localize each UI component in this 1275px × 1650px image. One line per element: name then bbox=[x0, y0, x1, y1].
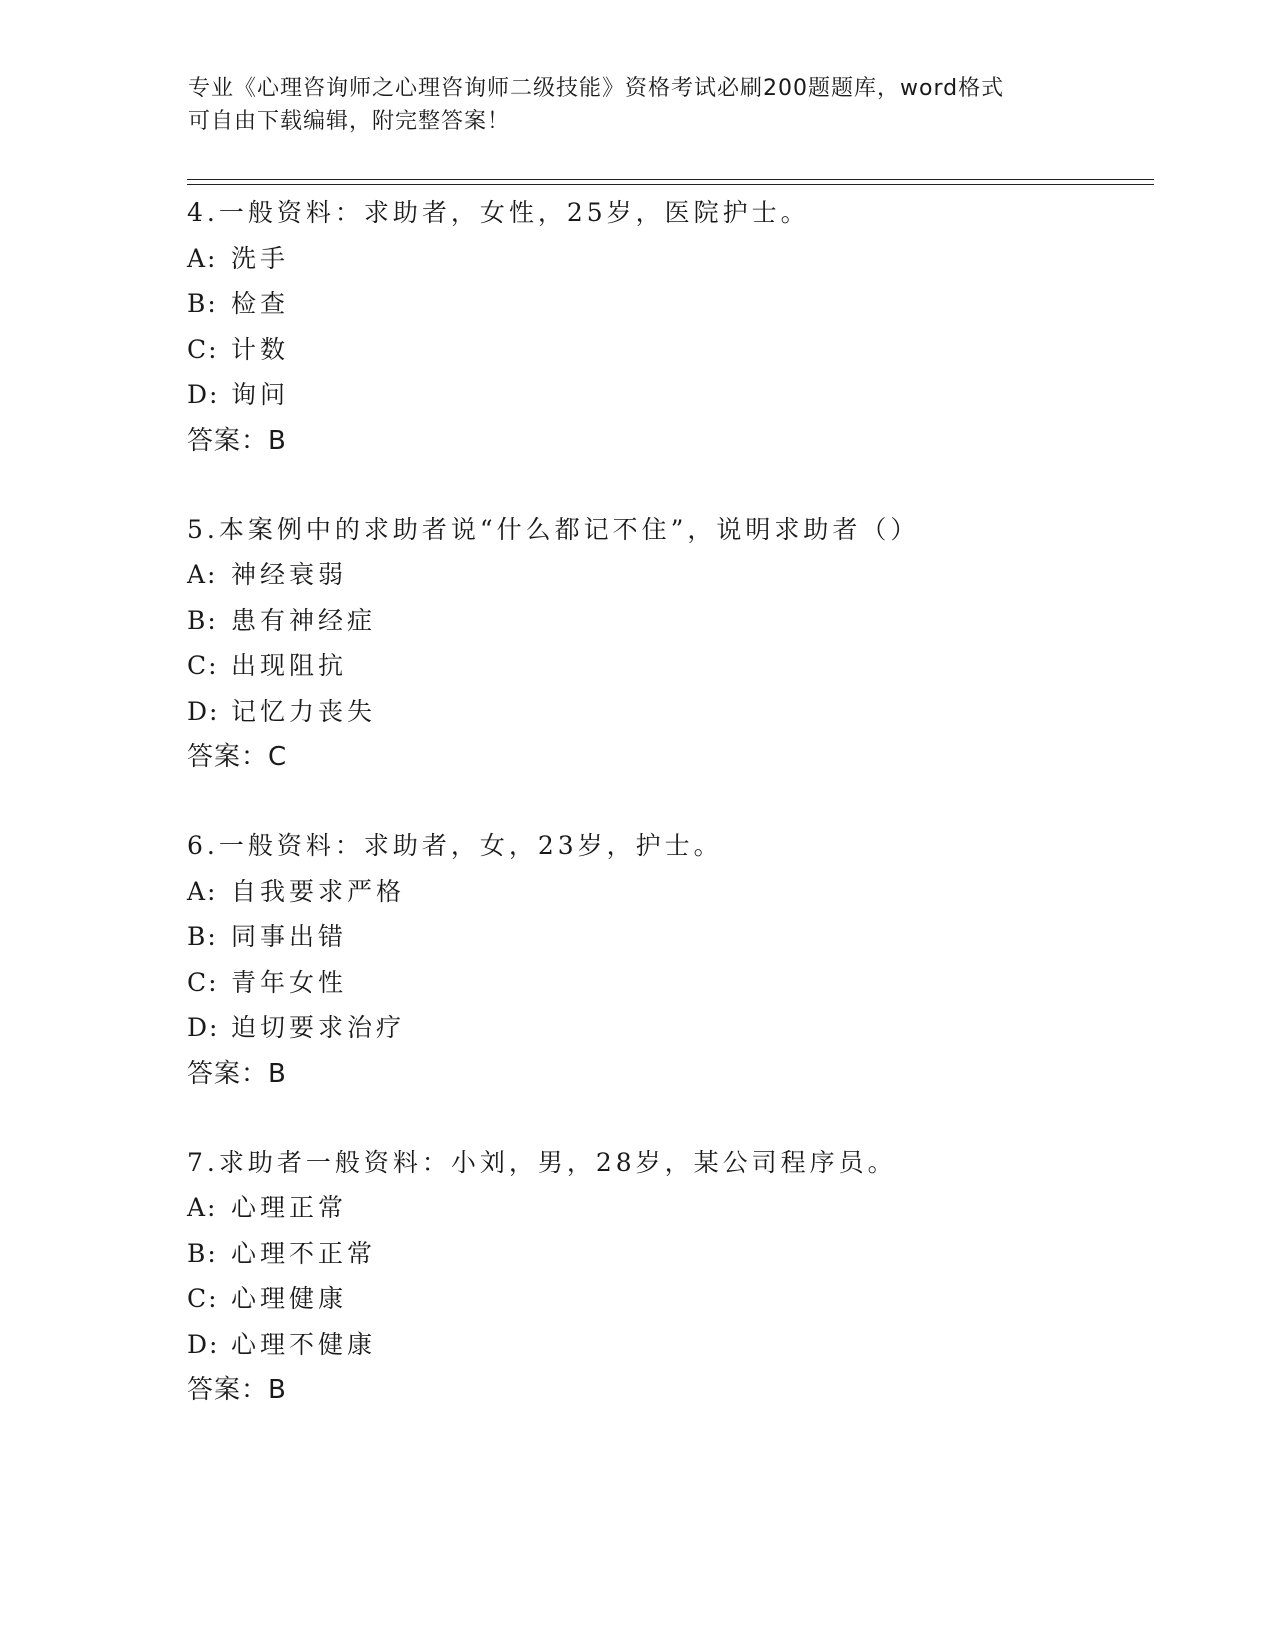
option-text: 记忆力丧失 bbox=[231, 696, 377, 726]
option-text: 心理健康 bbox=[231, 1284, 348, 1313]
question-5 bbox=[187, 507, 1147, 781]
option-text: 检查 bbox=[231, 289, 290, 318]
option-key: A: bbox=[187, 243, 218, 273]
header-divider-top bbox=[187, 179, 1154, 180]
option-c bbox=[187, 643, 1147, 689]
option-text: 同事出错 bbox=[231, 922, 348, 951]
option-key: A: bbox=[187, 1193, 218, 1222]
option-text: 洗手 bbox=[231, 243, 290, 273]
option-a bbox=[187, 1185, 1147, 1231]
option-d bbox=[187, 372, 1147, 418]
option-d bbox=[187, 1322, 1147, 1368]
option-b bbox=[187, 914, 1147, 960]
header-title-line-2: 可自由下载编辑，附完整答案！ bbox=[188, 109, 511, 134]
option-d bbox=[187, 1005, 1147, 1051]
option-a bbox=[187, 552, 1147, 598]
option-text: 患有神经症 bbox=[231, 605, 377, 635]
option-key: B: bbox=[187, 922, 218, 951]
option-key: C: bbox=[187, 1284, 219, 1313]
option-key: B: bbox=[187, 1238, 218, 1268]
option-text: 询问 bbox=[231, 380, 290, 409]
answer-line: 答案：B bbox=[187, 1375, 287, 1405]
option-c bbox=[187, 960, 1147, 1006]
option-key: D: bbox=[187, 380, 220, 409]
document-header bbox=[188, 72, 1088, 138]
question-stem: 5.本案例中的求助者说“什么都记不住”，说明求助者（） bbox=[187, 514, 920, 544]
option-text: 青年女性 bbox=[231, 967, 348, 997]
question-7 bbox=[187, 1140, 1147, 1414]
question-stem: 4.一般资料：求助者，女性，25岁，医院护士。 bbox=[187, 198, 810, 227]
option-a bbox=[187, 236, 1147, 282]
option-a bbox=[187, 869, 1147, 915]
question-stem: 6.一般资料：求助者，女，23岁，护士。 bbox=[187, 831, 723, 860]
option-key: B: bbox=[187, 605, 218, 635]
header-title-line-1: 专业《心理咨询师之心理咨询师二级技能》资格考试必刷200题题库，word格式 bbox=[188, 76, 1005, 101]
answer-line: 答案：B bbox=[187, 425, 287, 456]
option-key: D: bbox=[187, 1013, 220, 1042]
answer-line: 答案：B bbox=[187, 1058, 287, 1089]
option-b bbox=[187, 1231, 1147, 1277]
option-key: D: bbox=[187, 696, 220, 726]
option-text: 心理不健康 bbox=[231, 1329, 377, 1359]
option-text: 自我要求严格 bbox=[231, 876, 406, 906]
option-c bbox=[187, 327, 1147, 373]
option-text: 迫切要求治疗 bbox=[231, 1013, 406, 1042]
question-6 bbox=[187, 823, 1147, 1097]
question-list bbox=[187, 190, 1147, 1456]
option-key: B: bbox=[187, 289, 218, 318]
option-c bbox=[187, 1276, 1147, 1322]
option-key: A: bbox=[187, 560, 218, 589]
option-text: 心理不正常 bbox=[231, 1238, 377, 1268]
option-text: 心理正常 bbox=[231, 1193, 348, 1222]
option-key: C: bbox=[187, 334, 219, 364]
answer-line: 答案：C bbox=[187, 742, 288, 772]
option-key: C: bbox=[187, 651, 219, 680]
option-key: D: bbox=[187, 1329, 220, 1359]
header-divider-bottom bbox=[187, 184, 1154, 185]
option-d bbox=[187, 689, 1147, 735]
option-b bbox=[187, 281, 1147, 327]
option-text: 计数 bbox=[231, 334, 290, 364]
option-b bbox=[187, 598, 1147, 644]
option-key: A: bbox=[187, 876, 218, 906]
question-4 bbox=[187, 190, 1147, 464]
question-stem: 7.求助者一般资料：小刘，男，28岁，某公司程序员。 bbox=[187, 1147, 897, 1177]
option-text: 出现阻抗 bbox=[231, 651, 348, 680]
option-text: 神经衰弱 bbox=[231, 560, 348, 589]
option-key: C: bbox=[187, 967, 219, 997]
